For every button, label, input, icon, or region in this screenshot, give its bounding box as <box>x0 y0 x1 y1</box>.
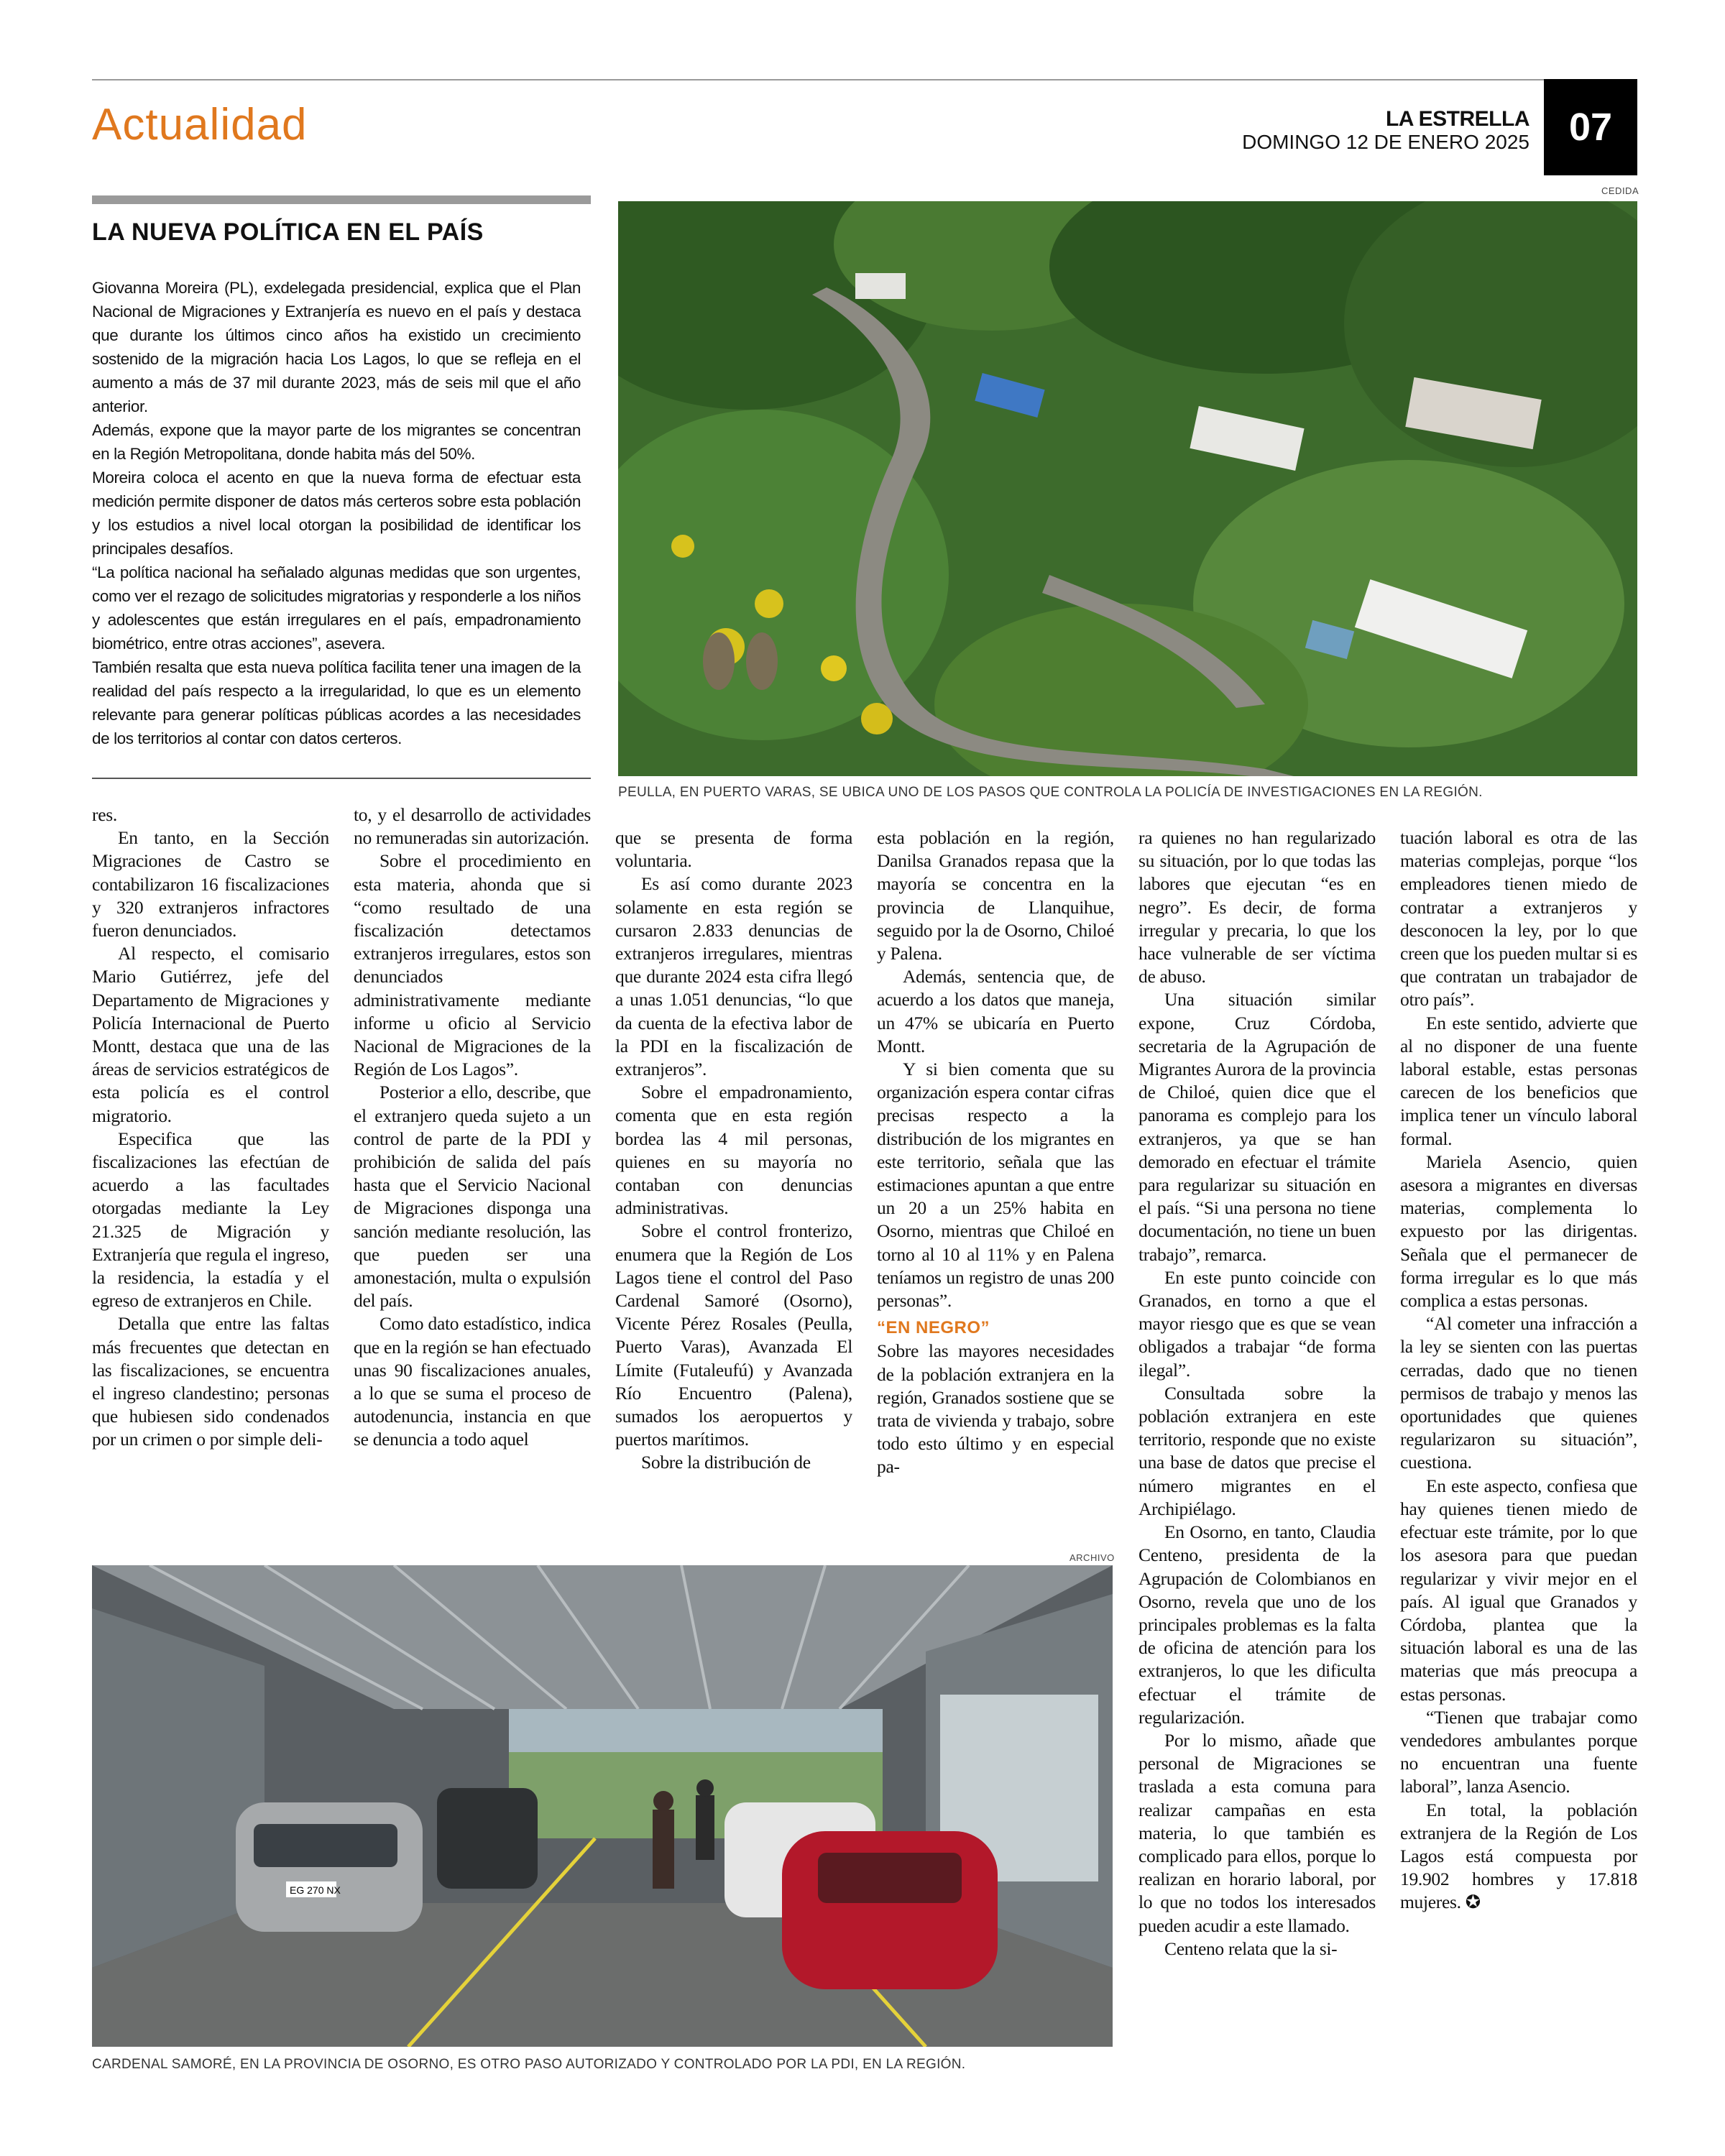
article-paragraph: to, y el desarrollo de actividades no remuneradas sin autorización. <box>354 804 591 849</box>
sidebar-paragraph: Además, expone que la mayor parte de los migrantes se concentran en la Región Metropolitana, donde habita más del 50%. <box>92 421 581 463</box>
aerial-photo-illustration <box>618 201 1637 776</box>
article-paragraph: Posterior a ello, describe, que el extranjero queda sujeto a un control de parte de la PDI y prohibición de salida del país hasta que el Servicio Nacional de Migraciones disponga una sanción mediante resolución, las que pueden ser una amonestación, multa o expulsión del país. <box>354 1082 591 1312</box>
article-column-5 <box>1138 826 1376 2077</box>
article-paragraph: En tanto, en la Sección Migraciones de Castro se contabilizaron 16 fiscalizaciones y 320 extranjeros infractores fueron denunciados. <box>92 827 329 941</box>
article-paragraph: Sobre el control fronterizo, enumera que la Región de Los Lagos tiene el control del Paso Cardenal Samoré (Osorno), Vicente Pérez Rosales (Peulla, Puerto Varas), Avanzada El Límite (Futaleufú) y Avanzada Río Encuentro (Palena), sumados los aeropuertos y puertos marítimos. <box>615 1220 852 1450</box>
sidebar-text <box>92 276 581 750</box>
article-paragraph: ra quienes no han regularizado su situación, por lo que todas las labores que ejecutan “es en negro”. Es decir, de forma irregular y precaria, lo que los hace vulnerable de ser víctima de abuso. <box>1138 827 1376 987</box>
aerial-photo-peulla <box>618 201 1637 776</box>
newspaper-name: LA ESTRELLA <box>1385 107 1530 131</box>
article-paragraph: En este punto coincide con Granados, en torno a que el mayor riesgo que es que se vean obligados a trabajar “de forma ilegal”. <box>1138 1266 1376 1381</box>
top-photo-caption: PEULLA, EN PUERTO VARAS, SE UBICA UNO DE LOS PASOS QUE CONTROLA LA POLICÍA DE INVESTIGACIONES EN LA REGIÓN. <box>618 785 1483 800</box>
article-paragraph: tuación laboral es otra de las materias complejas, porque “los empleadores tienen miedo de contratar a extranjeros y desconocen la ley, por lo que creen que los pueden multar si es que contratan un trabajador de otro país”. <box>1400 827 1637 1010</box>
article-paragraph: “Tienen que trabajar como vendedores ambulantes porque no encuentran una fuente laboral”, lanza Asencio. <box>1400 1706 1637 1797</box>
article-paragraph: Consultada sobre la población extranjera en este territorio, responde que no existe una base de datos que precise el número migrantes en el Archipiélago. <box>1138 1382 1376 1519</box>
article-paragraph: En total, la población extranjera de la Región de Los Lagos está compuesta por 19.902 hombres y 17.818 mujeres. ✪ <box>1400 1799 1637 1913</box>
sidebar-rule <box>92 778 591 779</box>
article-paragraph: Una situación similar expone, Cruz Córdoba, secretaria de la Agrupación de Migrantes Aurora de la provincia de Chiloé, quien dice que el panorama es complejo para los extranjeros, ya que se han demorado en efectuar el trámite para regularizar su situación en el país. “Si una persona no tiene documentación, no tiene un buen trabajo”, remarca. <box>1138 989 1376 1265</box>
article-column-4 <box>877 826 1114 1565</box>
article-paragraph: Y si bien comenta que su organización espera contar cifras precisas respecto a la distribución de los migrantes en este territorio, señala que las estimaciones apuntan a que entre un 20 a un 25% habita en Osorno, mientras que Chiloé en torno al 10 al 11% y en Palena teníamos un registro de unas 200 personas”. <box>877 1059 1114 1312</box>
sidebar-paragraph: Moreira coloca el acento en que la nueva forma de efectuar esta medición permite disponer de datos más certeros sobre esta población y los estudios a nivel local otorgan la posibilidad de identificar los principales desafíos. <box>92 469 581 558</box>
article-paragraph: En Osorno, en tanto, Claudia Centeno, presidenta de la Agrupación de Colombianos en Osorno, revela que uno de los principales problemas es la falta de oficina de atención para los extranjeros, lo que les dificulta efectuar el trámite de regularización. <box>1138 1521 1376 1728</box>
sidebar-title: LA NUEVA POLÍTICA EN EL PAÍS <box>92 218 484 246</box>
article-paragraph: Sobre el procedimiento en esta materia, ahonda que si “como resultado de una fiscalización detectamos extranjeros irregulares, estos son denunciados administrativamente mediante informe u oficio al Servicio Nacional de Migraciones de la Región de Los Lagos”. <box>354 850 591 1080</box>
section-title: Actualidad <box>92 100 308 149</box>
article-paragraph: Sobre el empadronamiento, comenta que en esta región bordea las 4 mil personas, quienes en su mayoría no contaban con denuncias administrativas. <box>615 1082 852 1219</box>
bottom-photo-credit: ARCHIVO <box>1070 1552 1115 1563</box>
sidebar-bar <box>92 195 591 204</box>
top-photo-credit: CEDIDA <box>1601 185 1639 196</box>
article-paragraph: Además, sentencia que, de acuerdo a los datos que maneja, un 47% se ubicaría en Puerto Montt. <box>877 966 1114 1056</box>
masthead <box>1242 108 1530 154</box>
article-paragraph: esta población en la región, Danilsa Granados repasa que la mayoría se concentra en la provincia de Llanquihue, seguido por la de Osorno, Chiloé y Palena. <box>877 827 1114 964</box>
sidebar-paragraph: Giovanna Moreira (PL), exdelegada presidencial, explica que el Plan Nacional de Migraciones y Extranjería es nuevo en el país y destaca que durante los últimos cinco años ha existido un crecimiento sostenido de la migración hacia Los Lagos, lo que se refleja en el aumento a más de 37 mil durante 2023, más de seis mil que el año anterior. <box>92 279 581 415</box>
article-column-6 <box>1400 826 1637 2077</box>
license-plate: EG 270 NX <box>290 1884 341 1896</box>
article-paragraph: Como dato estadístico, indica que en la región se han efectuado unas 90 fiscalizaciones anuales, a lo que se suma el proceso de autodenuncia, instancia en que se denuncia a todo aquel <box>354 1313 591 1450</box>
article-paragraph: Por lo mismo, añade que personal de Migraciones se traslada a esta comuna para realizar campañas en esta materia, lo que también es complicado para ellos, porque lo realizan en horario laboral, por lo que no todos los interesados pueden acudir a este llamado. <box>1138 1729 1376 1936</box>
sidebar-paragraph: “La política nacional ha señalado algunas medidas que son urgentes, como ver el rezago de solicitudes migratorias y responderle a los niños y adolescentes que están irregulares en el país, empadronamiento biométrico, entre otras acciones”, asevera. <box>92 563 581 653</box>
article-paragraph: Detalla que entre las faltas más frecuentes que detectan en las fiscalizaciones, se encuentra el ingreso clandestino; personas que hubiesen sido condenados por un crimen o por simple deli- <box>92 1313 329 1450</box>
article-subhead: “EN NEGRO” <box>877 1318 990 1338</box>
article-column-3 <box>615 826 852 1565</box>
article-paragraph: res. <box>92 804 117 825</box>
article-column-2 <box>354 803 591 1565</box>
issue-date: DOMINGO 12 DE ENERO 2025 <box>1242 131 1530 153</box>
checkpoint-photo-cardenal-samore <box>92 1565 1113 2047</box>
top-rule <box>92 79 1636 80</box>
article-paragraph: Sobre las mayores necesidades de la población extranjera en la región, Granados sostiene que se trata de vivienda y trabajo, sobre todo esto último y en especial pa- <box>877 1340 1114 1478</box>
article-paragraph: En este sentido, advierte que al no disponer de una fuente laboral estable, estas personas carecen de los beneficios que implica tener un vínculo laboral formal. <box>1400 1012 1637 1149</box>
article-column-1 <box>92 803 329 1565</box>
article-paragraph: Mariela Asencio, quien asesora a migrantes en diversas materias, complementa lo expuesto por las dirigentas. Señala que el permanecer de forma irregular es lo que más complica a estas personas. <box>1400 1151 1637 1312</box>
article-paragraph: Al respecto, el comisario Mario Gutiérrez, jefe del Departamento de Migraciones y Policía Internacional de Puerto Montt, destaca que una de las áreas de servicios estratégicos de esta policía es el control migratorio. <box>92 943 329 1126</box>
article-paragraph: “Al cometer una infracción a la ley se sienten con las puertas cerradas, dado que no tienen permisos de trabajo y menos las oportunidades que quienes regularizaron su situación”, cuestiona. <box>1400 1313 1637 1473</box>
bottom-photo-caption: CARDENAL SAMORÉ, EN LA PROVINCIA DE OSORNO, ES OTRO PASO AUTORIZADO Y CONTROLADO POR LA PDI, EN LA REGIÓN. <box>92 2057 966 2072</box>
page-number: 07 <box>1544 79 1637 175</box>
sidebar-paragraph: También resalta que esta nueva política facilita tener una imagen de la realidad del país respecto a la irregularidad, lo que es un elemento relevante para generar políticas públicas acordes a las necesidades de los territorios al contar con datos certeros. <box>92 658 581 747</box>
article-paragraph: En este aspecto, confiesa que hay quienes tienen miedo de efectuar este trámite, por lo que los asesora para que puedan regularizar y vivir mejor en el país. Al igual que Granados y Córdoba, plantea que la situación laboral es una de las materias que más preocupa a estas personas. <box>1400 1475 1637 1705</box>
article-paragraph: Sobre la distribución de <box>641 1452 811 1473</box>
article-paragraph: Es así como durante 2023 solamente en esta región se cursaron 2.833 denuncias de extranjeros irregulares, mientras que durante 2024 esta cifra llegó a unas 1.051 denuncias, “lo que da cuenta de la efectiva labor de la PDI en la fiscalización de extranjeros”. <box>615 873 852 1080</box>
article-paragraph: Especifica que las fiscalizaciones las efectúan de acuerdo a las facultades otorgadas mediante la Ley 21.325 de Migración y Extranjería que regula el ingreso, la residencia, la estadía y el egreso de extranjeros en Chile. <box>92 1128 329 1312</box>
article-paragraph: que se presenta de forma voluntaria. <box>615 827 852 872</box>
article-paragraph: Centeno relata que la si- <box>1164 1938 1338 1959</box>
checkpoint-photo-illustration <box>92 1565 1113 2047</box>
